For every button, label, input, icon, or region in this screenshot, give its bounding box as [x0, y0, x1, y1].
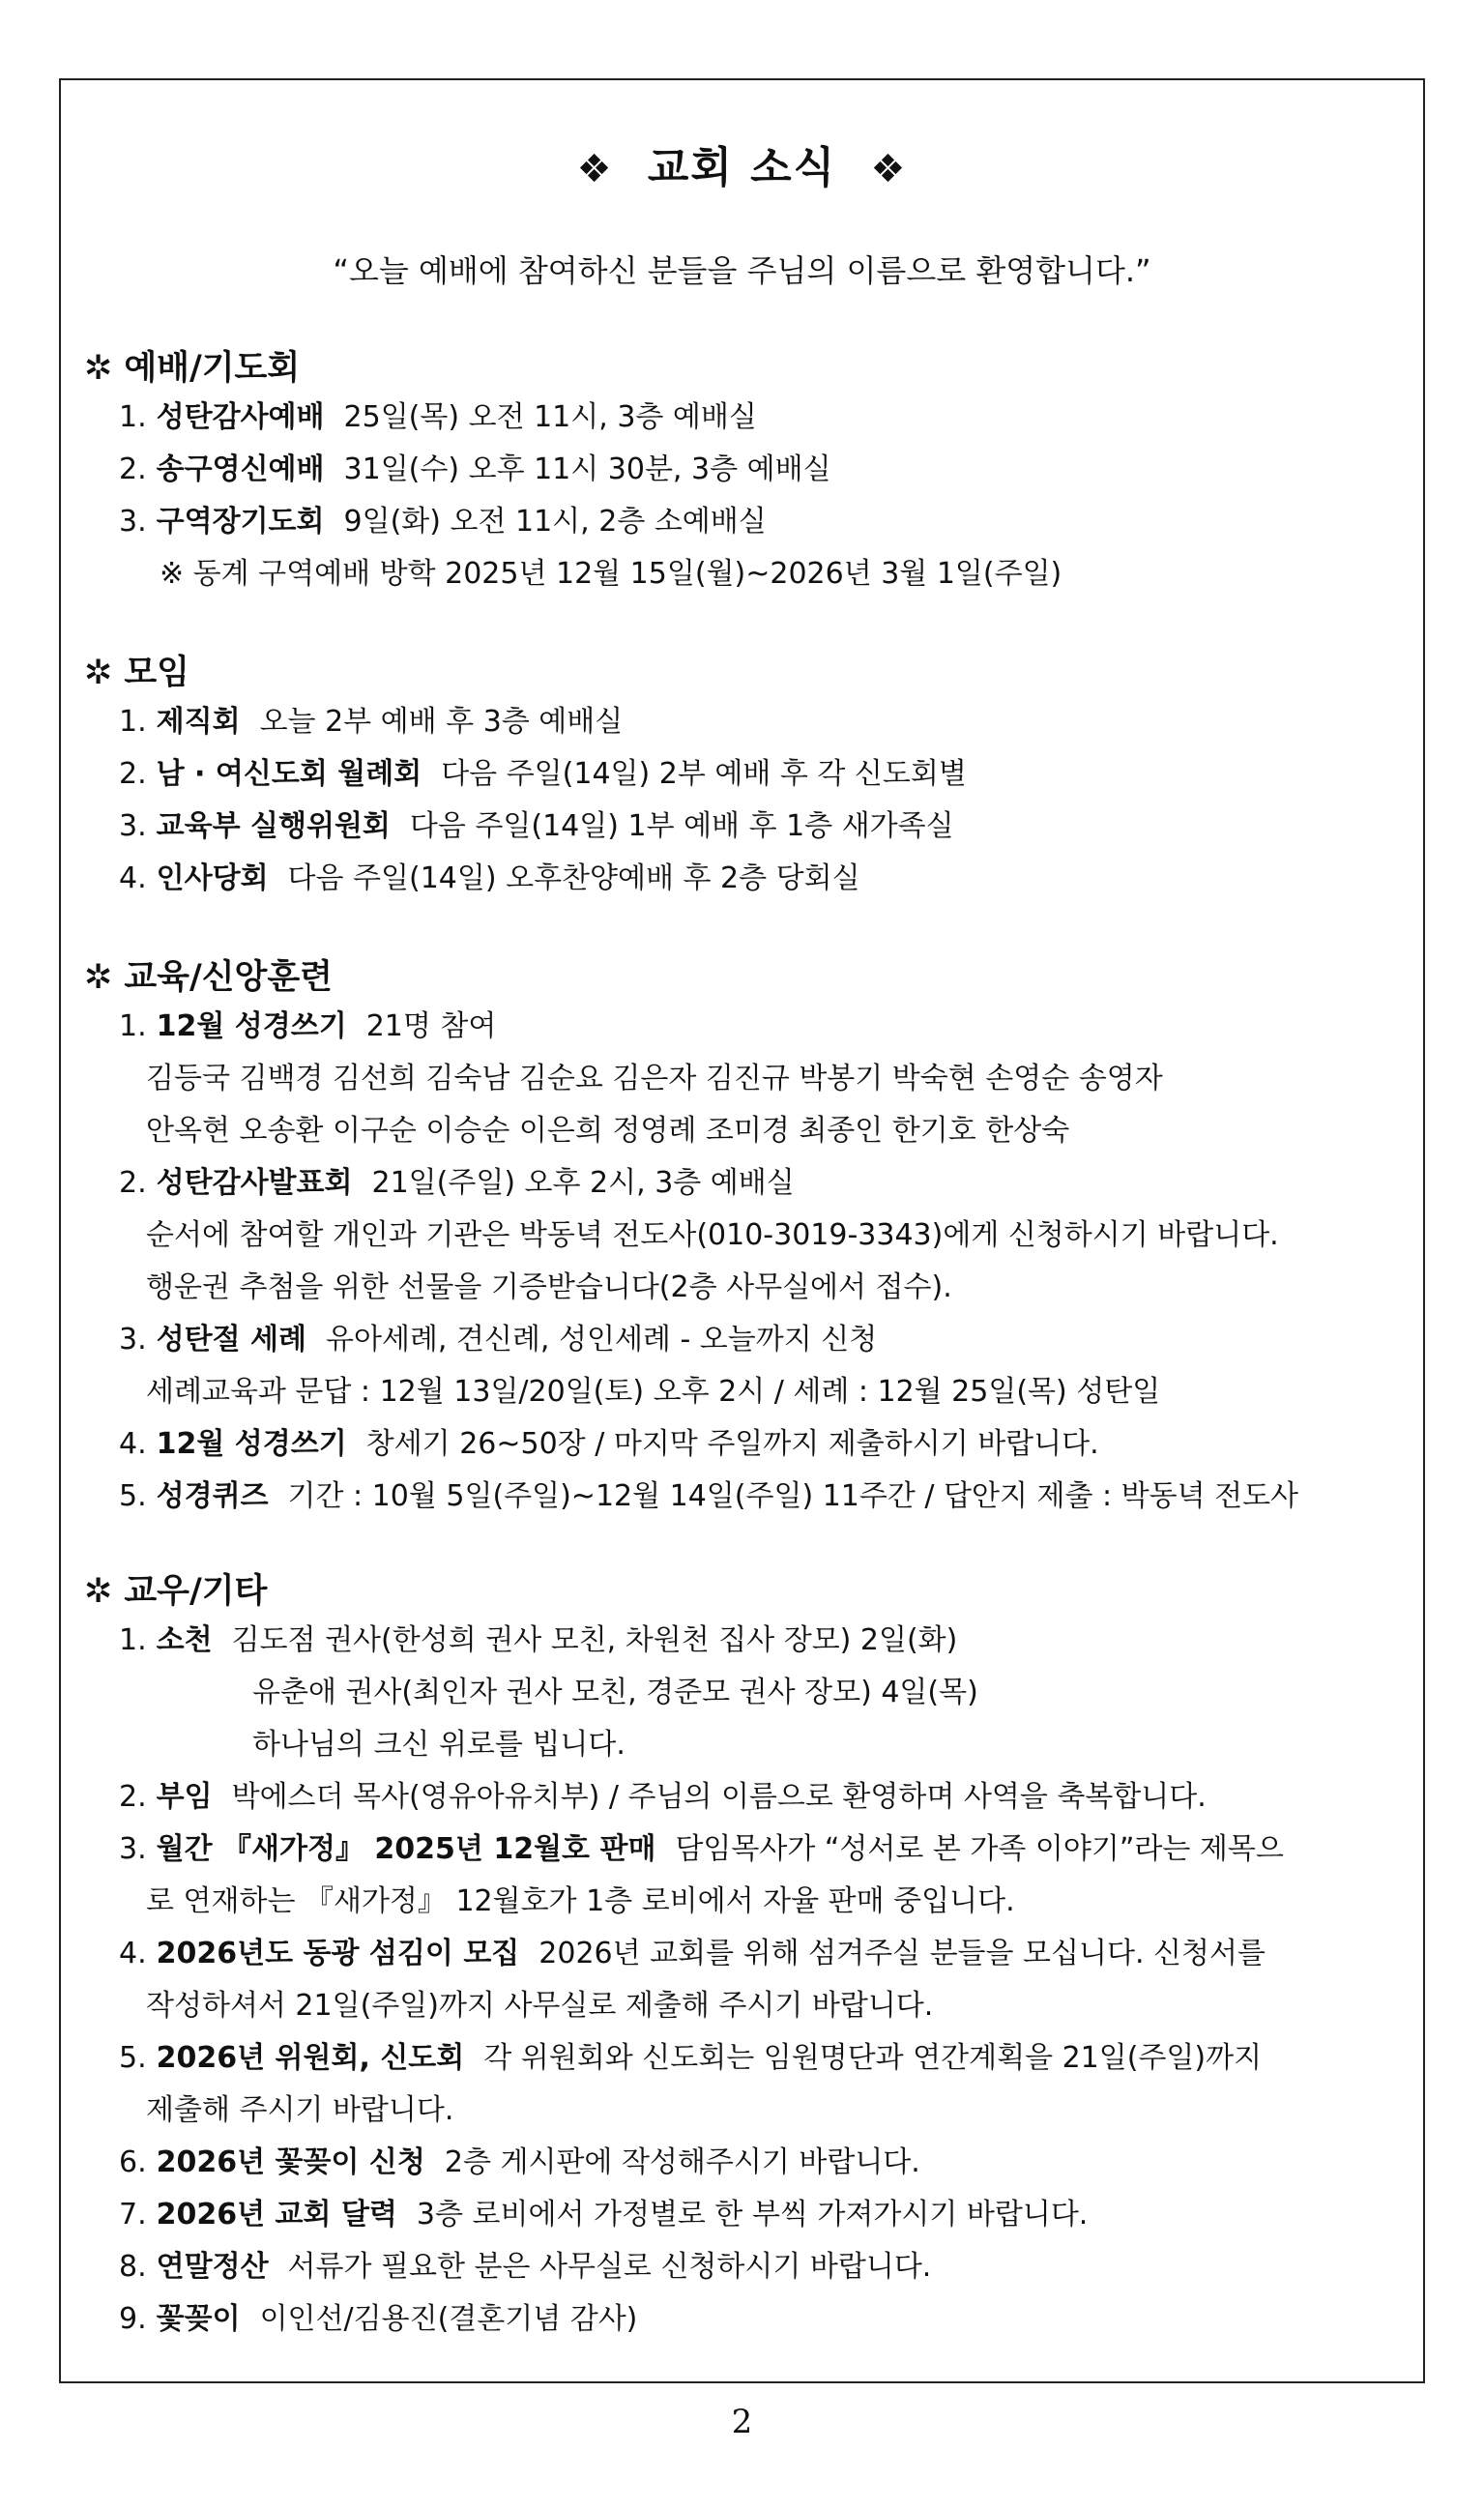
list-item-continuation [146, 1114, 1070, 1148]
item-number: 1. [119, 705, 147, 739]
item-key: 소천 [156, 1623, 213, 1657]
item-text: 김도점 권사(한성희 권사 모친, 차원천 집사 장모) 2일(화) [231, 1623, 958, 1657]
item-number: 3. [119, 809, 147, 843]
item-key: 부임 [156, 1780, 213, 1814]
list-item-continuation [146, 2093, 454, 2127]
list-item-continuation [252, 1728, 626, 1762]
list-item [119, 2198, 1089, 2232]
item-key: 구역장기도회 [156, 505, 325, 539]
item-key: 2026년도 동광 섬김이 모집 [156, 1937, 520, 1970]
section-heading-text: 교육/신앙훈련 [124, 958, 333, 997]
item-text: 행운권 추첨을 위한 선물을 기증받습니다(2층 사무실에서 접수). [146, 1270, 952, 1304]
item-key: 성탄절 세례 [156, 1323, 306, 1357]
item-text: 21명 참여 [365, 1009, 497, 1043]
item-key: 성경퀴즈 [156, 1479, 269, 1513]
item-text: 창세기 26~50장 / 마지막 주일까지 제출하시기 바랍니다. [365, 1427, 1099, 1461]
item-number: 3. [119, 1323, 147, 1357]
list-item [119, 505, 767, 539]
item-number: 1. [119, 1009, 147, 1043]
item-key: 성탄감사예배 [156, 400, 325, 434]
item-number: 3. [119, 1832, 147, 1866]
asterisk-bullet-icon: ✲ [84, 654, 113, 692]
item-key: 꽃꽂이 [156, 2302, 241, 2336]
section-heading-text: 예배/기도회 [124, 349, 301, 388]
section-heading-text: 모임 [124, 654, 189, 692]
item-number: 2. [119, 452, 147, 486]
asterisk-bullet-icon: ✲ [84, 349, 113, 388]
item-text: 세례교육과 문답 : 12월 13일/20일(토) 오후 2시 / 세례 : 12월 25일(목) 성탄일 [146, 1375, 1161, 1409]
item-text: 오늘 2부 예배 후 3층 예배실 [259, 705, 624, 739]
item-text: 9일(화) 오전 11시, 2층 소예배실 [343, 505, 767, 539]
item-key: 12월 성경쓰기 [156, 1427, 347, 1461]
item-number: 4. [119, 861, 147, 895]
item-text: 21일(주일) 오후 2시, 3층 예배실 [371, 1166, 795, 1200]
list-item-continuation [146, 1375, 1161, 1409]
item-number: 6. [119, 2145, 147, 2179]
item-number: 2. [119, 1780, 147, 1814]
list-item-continuation [252, 1678, 978, 1707]
item-text: 기간 : 10월 5일(주일)~12월 14일(주일) 11주간 / 답안지 제출 : 박동녁 전도사 [287, 1479, 1299, 1513]
list-item [119, 1832, 1284, 1866]
item-text: 2층 게시판에 작성해주시기 바랍니다. [444, 2145, 920, 2179]
item-text: 31일(수) 오후 11시 30분, 3층 예배실 [343, 452, 831, 486]
item-key: 2026년 교회 달력 [156, 2198, 397, 2232]
item-text: 유춘애 권사(최인자 권사 모친, 경준모 권사 장모) 4일(목) [252, 1676, 978, 1709]
item-text: 다음 주일(14일) 오후찬양예배 후 2층 당회실 [287, 861, 860, 895]
title-text: 교회 소식 [647, 143, 837, 192]
item-number: 7. [119, 2198, 147, 2232]
asterisk-bullet-icon: ✲ [84, 1572, 113, 1611]
item-text: ※ 동계 구역예배 방학 2025년 12월 15일(월)~2026년 3월 1일(주일) [160, 557, 1062, 591]
list-item [119, 400, 757, 434]
item-number: 9. [119, 2302, 147, 2336]
list-item [119, 1166, 795, 1200]
item-number: 1. [119, 400, 147, 434]
page-title [61, 132, 1423, 194]
item-text: 로 연재하는 『새가정』 12월호가 1층 로비에서 자율 판매 중입니다. [146, 1884, 1015, 1918]
item-text: 작성하셔서 21일(주일)까지 사무실로 제출해 주시기 바랍니다. [146, 1989, 934, 2023]
item-text: 25일(목) 오전 11시, 3층 예배실 [343, 400, 757, 434]
item-text: 2026년 교회를 위해 섬겨주실 분들을 모십니다. 신청서를 [538, 1937, 1266, 1970]
item-number: 2. [119, 757, 147, 791]
item-text: 3층 로비에서 가정별로 한 부씩 가져가시기 바랍니다. [416, 2198, 1089, 2232]
item-key: 송구영신예배 [156, 452, 325, 486]
list-item [119, 809, 954, 843]
asterisk-bullet-icon: ✲ [84, 958, 113, 997]
item-text: 다음 주일(14일) 1부 예배 후 1층 새가족실 [409, 809, 954, 843]
item-number: 3. [119, 505, 147, 539]
item-text: 제출해 주시기 바랍니다. [146, 2093, 454, 2127]
item-text: 담임목사가 “성서로 본 가족 이야기”라는 제목으 [675, 1832, 1284, 1866]
bulletin-frame [59, 78, 1425, 2383]
list-item [119, 1479, 1299, 1513]
list-item [119, 1427, 1099, 1461]
item-number: 5. [119, 2041, 147, 2075]
item-key: 제직회 [156, 705, 241, 739]
item-key: 12월 성경쓰기 [156, 1009, 347, 1043]
item-text: 유아세례, 견신례, 성인세례 - 오늘까지 신청 [325, 1323, 878, 1357]
list-item-continuation [160, 557, 1062, 591]
list-item [119, 757, 967, 791]
section-heading [84, 950, 333, 999]
section-heading-text: 교우/기타 [124, 1572, 268, 1611]
item-key: 연말정산 [156, 2250, 269, 2284]
item-text: 다음 주일(14일) 2부 예배 후 각 신도회별 [441, 757, 967, 791]
list-item-continuation [146, 1270, 952, 1304]
list-item [119, 2145, 920, 2179]
item-key: 남 · 여신도회 월례회 [156, 757, 422, 791]
list-item [119, 861, 860, 895]
list-item-continuation [146, 1218, 1279, 1252]
item-text: 각 위원회와 신도회는 임원명단과 연간계획을 21일(주일)까지 [483, 2041, 1263, 2075]
list-item [119, 2041, 1263, 2075]
welcome-message: “오늘 예배에 참여하신 분들을 주님의 이름으로 환영합니다.” [333, 252, 1151, 289]
list-item [119, 705, 624, 739]
list-item-continuation [146, 1989, 934, 2023]
item-number: 1. [119, 1623, 147, 1657]
item-key: 교육부 실행위원회 [156, 809, 391, 843]
item-number: 2. [119, 1166, 147, 1200]
item-number: 4. [119, 1427, 147, 1461]
item-text: 서류가 필요한 분은 사무실로 신청하시기 바랍니다. [287, 2250, 932, 2284]
item-number: 8. [119, 2250, 147, 2284]
item-text: 순서에 참여할 개인과 기관은 박동녁 전도사(010-3019-3343)에게 신청하시기 바랍니다. [146, 1218, 1279, 1252]
item-key: 성탄감사발표회 [156, 1166, 353, 1200]
item-text: 하나님의 크신 위로를 빕니다. [252, 1728, 626, 1762]
list-item [119, 1937, 1266, 1970]
section-heading [84, 1564, 267, 1613]
diamond-ornament-icon: ❖ [576, 147, 614, 191]
list-item [119, 1623, 958, 1657]
list-item-continuation [146, 1884, 1015, 1918]
item-key: 인사당회 [156, 861, 269, 895]
list-item [119, 1323, 878, 1357]
item-number: 4. [119, 1937, 147, 1970]
item-text: 김등국 김백경 김선희 김숙남 김순요 김은자 김진규 박봉기 박숙현 손영순 송영자 [146, 1062, 1163, 1095]
page-number: 2 [731, 2403, 753, 2441]
list-item [119, 2302, 638, 2336]
list-item [119, 2250, 932, 2284]
item-number: 5. [119, 1479, 147, 1513]
list-item [119, 1780, 1207, 1814]
item-key: 2026년 위원회, 신도회 [156, 2041, 465, 2075]
section-heading [84, 646, 189, 694]
list-item [119, 452, 831, 486]
item-key: 2026년 꽃꽂이 신청 [156, 2145, 425, 2179]
diamond-ornament-icon: ❖ [870, 147, 908, 191]
item-text: 안옥현 오송환 이구순 이승순 이은희 정영례 조미경 최종인 한기호 한상숙 [146, 1114, 1070, 1148]
list-item-continuation [146, 1062, 1163, 1095]
section-heading [84, 341, 300, 390]
item-text: 이인선/김용진(결혼기념 감사) [259, 2302, 638, 2336]
item-text: 박에스더 목사(영유아유치부) / 주님의 이름으로 환영하며 사역을 축복합니다. [231, 1780, 1207, 1814]
item-key: 월간 『새가정』 2025년 12월호 판매 [156, 1832, 656, 1866]
list-item [119, 1009, 497, 1043]
